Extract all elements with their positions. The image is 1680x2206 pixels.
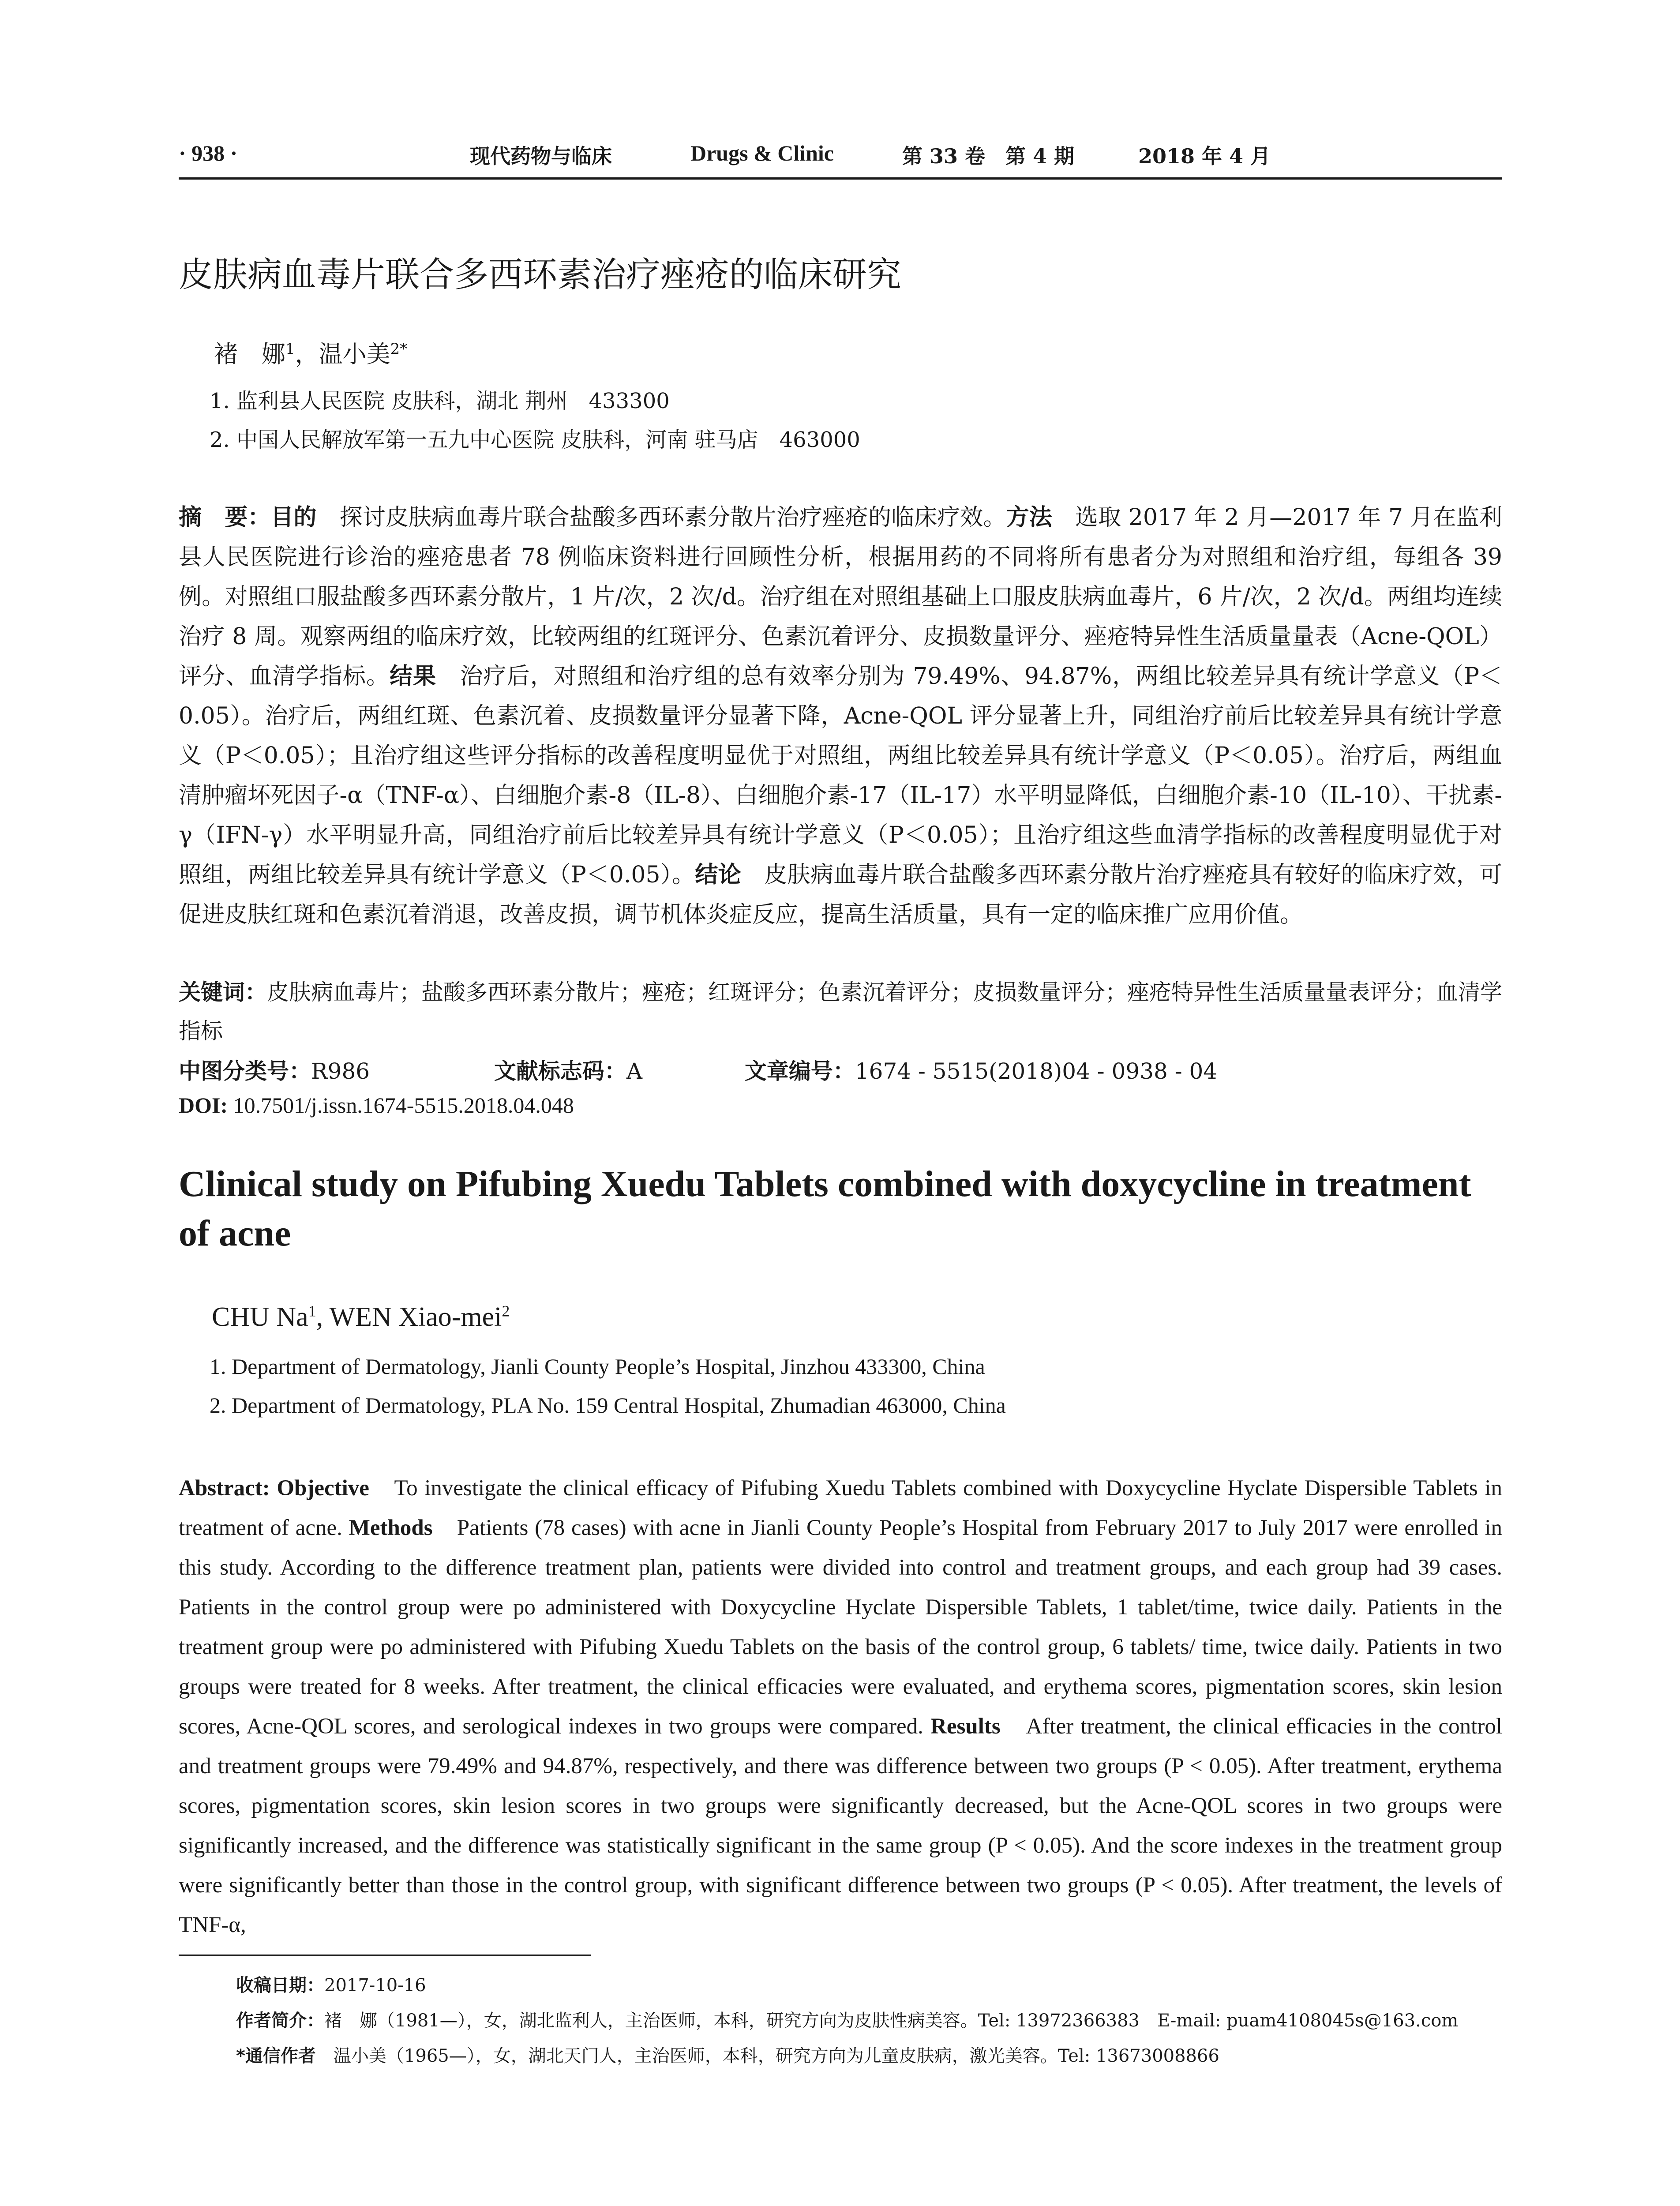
objective-text: 探讨皮肤病血毒片联合盐酸多西环素分散片治疗痤疮的临床疗效。 <box>316 504 1006 531</box>
english-title: Clinical study on Pifubing Xuedu Tablets combined with doxycycline in treatment of acne <box>179 1163 1471 1254</box>
objective-text: To investigate the clinical efficacy of Pifubing Xuedu Tablets combined with Doxycycline Hyclate Dispersible Tablets in treatment of acne. <box>179 1476 1503 1540</box>
received-value: 2017-10-16 <box>324 1975 426 1996</box>
author-affiliation-mark: 1 <box>308 1302 316 1320</box>
clc-value: R986 <box>311 1058 370 1084</box>
abstract-label: Abstract: Objective <box>179 1476 369 1501</box>
methods-label: Methods <box>349 1516 433 1540</box>
author-name: 温小美 <box>319 340 390 368</box>
english-affiliation-2: 2. Department of Dermatology, PLA No. 159 Central Hospital, Zhumadian 463000, China <box>210 1393 1006 1418</box>
corresponding-text: 温小美（1965—），女，湖北天门人，主治医师，本科，研究方向为儿童皮肤病，激光美容。Tel: 13673008866 <box>315 2046 1219 2066</box>
keywords-label: 关键词： <box>179 979 267 1005</box>
doi-value: 10.7501/j.issn.1674-5515.2018.04.048 <box>228 1093 574 1118</box>
author-affiliation-mark: 2* <box>390 340 408 358</box>
journal-name-en: Drugs & Clinic <box>690 141 834 165</box>
chinese-affiliation-1: 1. 监利县人民医院 皮肤科，湖北 荆州 433300 <box>210 389 670 413</box>
author-name: CHU Na <box>212 1302 308 1332</box>
author-separator: ， <box>295 340 319 368</box>
methods-text: 选取 2017 年 2 月—2017 年 7 月在监利县人民医院进行诊治的痤疮患者 78 例临床资料进行回顾性分析，根据用药的不同将所有患者分为对照组和治疗组，每组各 39 例。对照组口服盐酸多西环素分散片，1 片/次，2 次/d。治疗组在对照组基础上口服皮肤病血毒片，6 片/次，2 次/d。两组均连续治疗 8 周。观察两组的临床疗效，比较两组的红斑评分、色素沉着评分、皮损数量评分、痤疮特异性生活质量量表（Acne-QOL）评分、血清学指标。 <box>179 504 1502 690</box>
author-name: 褚 娜 <box>214 340 285 368</box>
english-affiliation-1: 1. Department of Dermatology, Jianli County People’s Hospital, Jinzhou 433300, China <box>210 1354 985 1379</box>
corresponding-author-note <box>236 2042 1219 2067</box>
volume-issue: 第 33 卷 第 4 期 <box>902 144 1075 168</box>
chinese-title: 皮肤病血毒片联合多西环素治疗痤疮的临床研究 <box>179 255 902 295</box>
footnote-rule <box>179 1955 591 1956</box>
clc-label: 中图分类号： <box>179 1058 311 1084</box>
author-bio-note <box>236 2007 1458 2032</box>
journal-name-cn: 现代药物与临床 <box>470 144 612 168</box>
article-number-value: 1674 - 5515(2018)04 - 0938 - 04 <box>855 1058 1218 1084</box>
results-label: 结果 <box>390 663 437 690</box>
header-rule <box>179 177 1502 180</box>
received-label: 收稿日期： <box>236 1975 324 1996</box>
corresponding-label: *通信作者 <box>236 2046 316 2066</box>
classification-line <box>179 1054 1217 1085</box>
author-affiliation-mark: 2 <box>502 1302 510 1320</box>
author-affiliation-mark: 1 <box>285 340 295 358</box>
methods-text: Patients (78 cases) with acne in Jianli County People’s Hospital from February 2017 to July 2017 were enrolled in this study. According to the difference treatment plan, patients were divided into control and treatment groups, and each group had 39 cases. Patients in the control group were po administered with Doxycycline Hyclate Dispersible Tablets, 1 tablet/time, twice daily. Patients in the treatment group were po administered with Pifubing Xuedu Tablets on the basis of the control group, 6 tablets/ time, twice daily. Patients in two groups were treated for 8 weeks. After treatment, the clinical efficacies were evaluated, and erythema scores, pigmentation scores, skin lesion scores, Acne-QOL scores, and serological indexes in two groups were compared. <box>179 1516 1502 1739</box>
issue-date: 2018 年 4 月 <box>1138 144 1271 168</box>
results-label: Results <box>930 1714 1001 1739</box>
doi-line <box>179 1092 574 1118</box>
doc-code-value: A <box>626 1058 643 1084</box>
page-number: · 938 · <box>179 141 238 165</box>
doi-label: DOI: <box>179 1093 228 1118</box>
article-number-label: 文章编号： <box>744 1058 855 1084</box>
keywords-text: 皮肤病血毒片；盐酸多西环素分散片；痤疮；红斑评分；色素沉着评分；皮损数量评分；痤疮特异性生活质量量表评分；血清学指标 <box>179 979 1502 1044</box>
english-authors <box>212 1302 510 1333</box>
chinese-abstract <box>179 498 1502 934</box>
chinese-authors <box>214 335 407 369</box>
results-text: After treatment, the clinical efficacies in the control and treatment groups were 79.49% and 94.87%, respectively, and there was difference between two groups (P < 0.05). After treatment, erythema scores, pigmentation scores, skin lesion scores in two groups were significantly decreased, but the Acne-QOL scores in two groups were significantly increased, and the difference was statistically significant in the same group (P < 0.05). And the score indexes in the treatment group were significantly better than those in the control group, with significant difference between two groups (P < 0.05). After treatment, the levels of TNF-α, <box>179 1714 1502 1937</box>
english-abstract <box>179 1468 1502 1945</box>
abstract-label: 摘 要： <box>179 504 271 531</box>
results-text: 治疗后，对照组和治疗组的总有效率分别为 79.49%、94.87%，两组比较差异具有统计学意义（P＜0.05）。治疗后，两组红斑、色素沉着、皮损数量评分显著下降，Acne-QOL 评分显著上升，同组治疗前后比较差异具有统计学意义（P＜0.05）；且治疗组这些评分指标的改善程度明显优于对照组，两组比较差异具有统计学意义（P＜0.05）。治疗后，两组血清肿瘤坏死因子-α（TNF-α）、白细胞介素-8（IL-8）、白细胞介素-17（IL-17）水平明显降低，白细胞介素-10（IL-10）、干扰素-γ（IFN-γ）水平明显升高，同组治疗前后比较差异具有统计学意义（P＜0.05）；且治疗组这些血清学指标的改善程度明显优于对照组，两组比较差异具有统计学意义（P＜0.05）。 <box>179 663 1502 888</box>
running-header <box>179 140 1502 176</box>
doc-code-label: 文献标志码： <box>494 1058 626 1084</box>
bio-label: 作者简介： <box>236 2011 324 2031</box>
bio-text: 褚 娜（1981—），女，湖北监利人，主治医师，本科，研究方向为皮肤性病美容。Tel: 13972366383 E-mail: puam4108045s@163.com <box>324 2011 1459 2031</box>
chinese-affiliation-2: 2. 中国人民解放军第一五九中心医院 皮肤科，河南 驻马店 463000 <box>210 428 860 452</box>
conclusion-label: 结论 <box>695 862 741 888</box>
author-name: WEN Xiao-mei <box>329 1302 502 1332</box>
received-date-note <box>236 1971 426 1996</box>
keywords-line <box>179 973 1502 1050</box>
methods-label: 方法 <box>1006 504 1052 531</box>
author-separator: , <box>316 1302 330 1332</box>
objective-label: 目的 <box>270 504 317 531</box>
conclusion-text: 皮肤病血毒片联合盐酸多西环素分散片治疗痤疮具有较好的临床疗效，可促进皮肤红斑和色素沉着消退，改善皮损，调节机体炎症反应，提高生活质量，具有一定的临床推广应用价值。 <box>179 862 1502 928</box>
